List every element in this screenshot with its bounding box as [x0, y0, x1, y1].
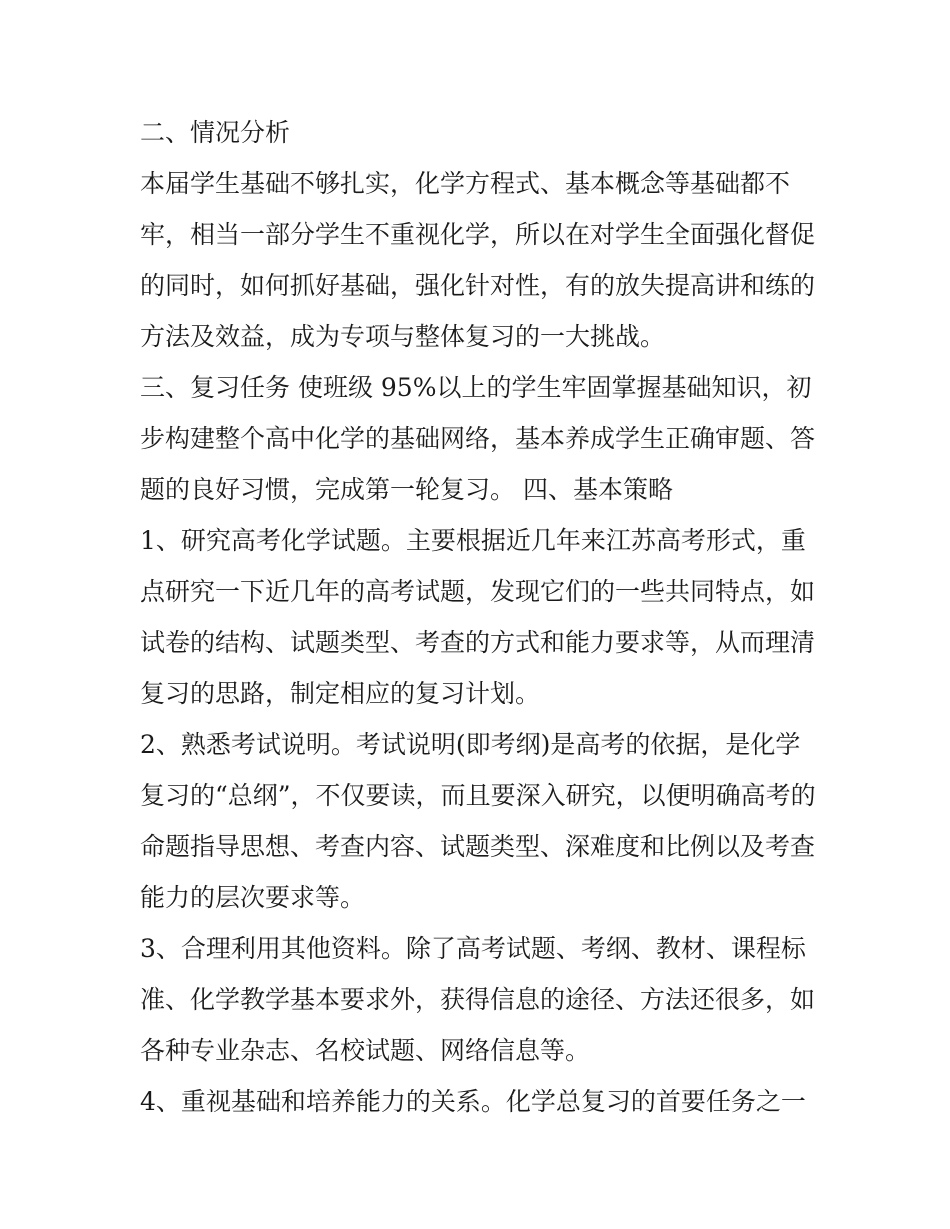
text-line: 步构建整个高中化学的基础网络，基本养成学生正确审题、答 — [140, 424, 816, 453]
section-heading-analysis: 二、情况分析 — [140, 118, 291, 147]
text-line: 复习的“总纲”，不仅要读，而且要深入研究，以便明确高考的 — [140, 781, 816, 810]
text-line: 复习的思路，制定相应的复习计划。 — [140, 679, 541, 708]
text-line: 命题指导思想、考查内容、试题类型、深难度和比例以及考查 — [140, 832, 816, 861]
text-line: 准、化学教学基本要求外，获得信息的途径、方法还很多，如 — [140, 985, 816, 1014]
document-body — [140, 107, 816, 1127]
section-heading-tasks: 三、复习任务 使班级 95%以上的学生牢固掌握基础知识，初 — [140, 373, 812, 402]
text-line: 牢，相当一部分学生不重视化学，所以在对学生全面强化督促 — [140, 220, 816, 249]
text-line: 方法及效益，成为专项与整体复习的一大挑战。 — [140, 322, 666, 351]
text-line: 题的良好习惯，完成第一轮复习。 四、基本策略 — [140, 475, 673, 504]
list-item-4: 4、重视基础和培养能力的关系。化学总复习的首要任务之一 — [140, 1087, 806, 1116]
text-line: 能力的层次要求等。 — [140, 883, 366, 912]
list-item-1: 1、研究高考化学试题。主要根据近几年来江苏高考形式，重 — [140, 526, 806, 555]
text-line: 各种专业杂志、名校试题、网络信息等。 — [140, 1036, 591, 1065]
text-line: 本届学生基础不够扎实，化学方程式、基本概念等基础都不 — [140, 169, 791, 198]
list-item-3: 3、合理利用其他资料。除了高考试题、考纲、教材、课程标 — [140, 934, 806, 963]
list-item-2: 2、熟悉考试说明。考试说明(即考纲)是高考的依据，是化学 — [140, 730, 801, 759]
text-line: 的同时，如何抓好基础，强化针对性，有的放失提高讲和练的 — [140, 271, 816, 300]
text-line: 试卷的结构、试题类型、考查的方式和能力要求等，从而理清 — [140, 628, 816, 657]
text-line: 点研究一下近几年的高考试题，发现它们的一些共同特点，如 — [140, 577, 816, 606]
